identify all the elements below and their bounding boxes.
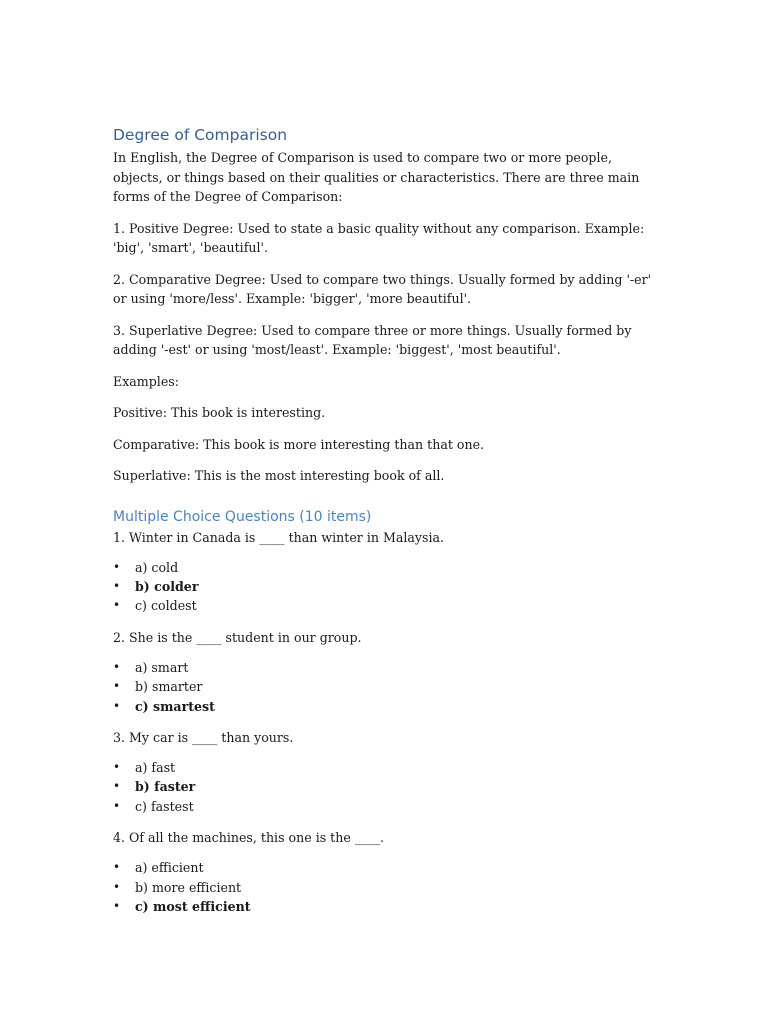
bullet-icon: •	[113, 779, 121, 794]
page-title: Degree of Comparison	[113, 126, 288, 144]
question-4: 4. Of all the machines, this one is the ____.	[113, 829, 385, 845]
bullet-icon: •	[113, 760, 121, 775]
bullet-icon: •	[113, 860, 121, 875]
option-text: b) colder	[135, 579, 199, 595]
intro-paragraph: In English, the Degree of Comparison is used to compare two or more people, objects, or things based on their qualities or characteristics. There are three main forms of the Degree of Comparison:	[113, 150, 640, 204]
option-item-correct	[113, 577, 661, 596]
option-item-correct	[113, 777, 661, 796]
bullet-icon: •	[113, 560, 121, 574]
option-item	[113, 858, 661, 877]
examples-label: Examples:	[113, 373, 179, 389]
question-list	[113, 528, 661, 916]
option-text: a) cold	[135, 560, 179, 575]
bullet-icon: •	[113, 798, 121, 813]
mcq-heading: Multiple Choice Questions (10 items)	[113, 508, 372, 525]
option-item	[113, 596, 661, 615]
option-item-correct	[113, 697, 661, 716]
option-item	[113, 658, 661, 677]
option-item	[113, 878, 661, 897]
bullet-icon: •	[113, 879, 121, 894]
options-list	[113, 558, 661, 616]
bullet-icon: •	[113, 898, 121, 913]
options-list	[113, 758, 661, 816]
document-page	[113, 124, 661, 928]
degree-positive: 1. Positive Degree: Used to state a basic quality without any comparison. Example: 'big', 'smart', 'beautiful'.	[113, 220, 645, 255]
option-item	[113, 677, 661, 696]
options-list	[113, 858, 661, 916]
degree-superlative: 3. Superlative Degree: Used to compare three or more things. Usually formed by adding '-est' or using 'most/least'. Example: 'biggest', 'most beautiful'.	[113, 322, 632, 357]
question-1: 1. Winter in Canada is ____ than winter in Malaysia.	[113, 529, 445, 545]
bullet-icon: •	[113, 660, 121, 675]
option-text: a) smart	[135, 660, 189, 676]
option-text: c) most efficient	[135, 898, 251, 914]
question-2: 2. She is the ____ student in our group.	[113, 629, 362, 645]
options-list	[113, 658, 661, 716]
option-text: a) efficient	[135, 860, 204, 876]
option-text: b) smarter	[135, 679, 203, 695]
option-text: a) fast	[135, 760, 176, 776]
option-item-correct	[113, 897, 661, 916]
bullet-icon: •	[113, 579, 121, 594]
option-text: c) fastest	[135, 798, 194, 814]
option-text: c) smartest	[135, 698, 215, 714]
bullet-icon: •	[113, 679, 121, 694]
option-item	[113, 758, 661, 777]
degree-comparative: 2. Comparative Degree: Used to compare two things. Usually formed by adding '-er' or using 'more/less'. Example: 'bigger', 'more beautiful'.	[113, 271, 652, 306]
example-positive: Positive: This book is interesting.	[113, 405, 326, 420]
example-comparative: Comparative: This book is more interesting than that one.	[113, 436, 485, 452]
example-superlative: Superlative: This is the most interesting book of all.	[113, 468, 445, 483]
question-3: 3. My car is ____ than yours.	[113, 729, 294, 745]
option-text: c) coldest	[135, 598, 197, 614]
option-text: b) faster	[135, 779, 196, 795]
option-item	[113, 797, 661, 816]
bullet-icon: •	[113, 598, 121, 613]
option-text: b) more efficient	[135, 879, 242, 895]
bullet-icon: •	[113, 698, 121, 713]
option-item	[113, 558, 661, 577]
